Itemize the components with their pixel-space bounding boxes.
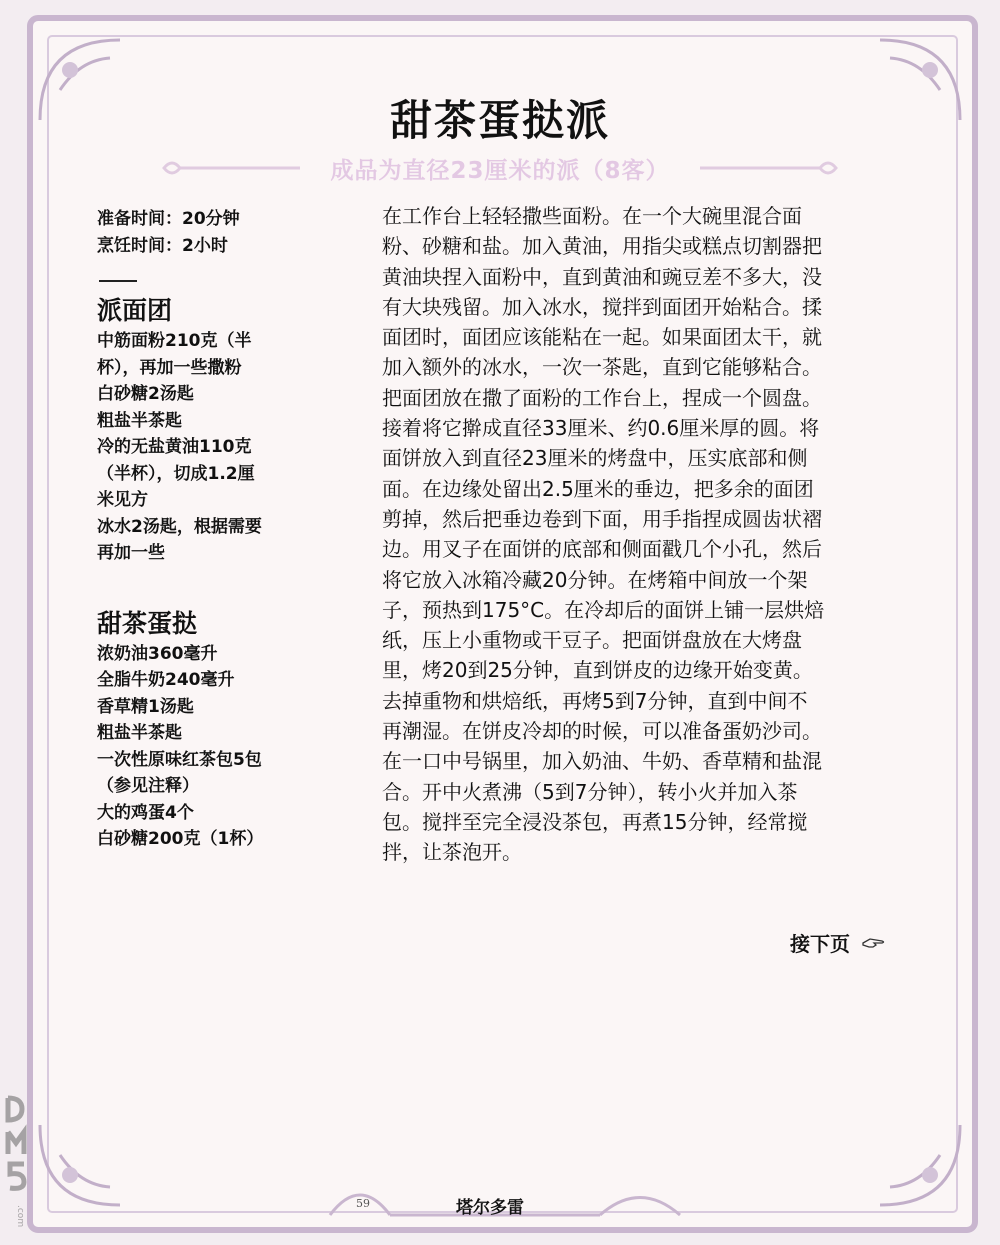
instruction-line: 合。开中火煮沸（5到7分钟），转小火并加入茶 bbox=[382, 779, 798, 804]
ingredient-line: 白砂糖200克（1杯） bbox=[97, 829, 264, 849]
section-heading-custard: 甜茶蛋挞 bbox=[97, 608, 198, 638]
ingredient-line: 大的鸡蛋4个 bbox=[97, 802, 194, 823]
instruction-line: 包。搅拌至完全浸没茶包，再煮15分钟，经常搅 bbox=[382, 809, 808, 834]
instruction-line: 子，预热到175°C。在冷却后的面饼上铺一层烘焙 bbox=[382, 597, 825, 622]
section-heading-dough: 派面团 bbox=[97, 296, 173, 325]
instruction-line: 将它放入冰箱冷藏20分钟。在烤箱中间放一个架 bbox=[382, 567, 808, 592]
instruction-line: 纸，压上小重物或干豆子。把面饼盘放在大烤盘 bbox=[382, 628, 802, 653]
ingredient-line: 白砂糖2汤匙 bbox=[97, 384, 194, 404]
instruction-line: 加入额外的冰水，一次一茶匙，直到它能够粘合。 bbox=[382, 355, 822, 380]
instruction-line: 面。在边缘处留出2.5厘米的垂边，把多余的面团 bbox=[382, 476, 814, 501]
svg-text:.com: .com bbox=[15, 1205, 25, 1228]
ingredient-line: 杯），再加一些撒粉 bbox=[97, 357, 242, 378]
instruction-line: 去掉重物和烘焙纸，再烤5到7分钟，直到中间不 bbox=[382, 688, 808, 713]
ingredient-line: 香草精1汤匙 bbox=[97, 696, 194, 717]
instruction-line: 黄油块捏入面粉中，直到黄油和豌豆差不多大，没 bbox=[382, 264, 822, 289]
continue-next-page bbox=[790, 928, 886, 957]
site-watermark-logo bbox=[2, 1090, 44, 1240]
ingredients-column bbox=[97, 206, 312, 853]
instruction-line: 在工作台上轻轻撒些面粉。在一个大碗里混合面 bbox=[382, 204, 802, 228]
ingredient-line: 中筋面粉210克（半 bbox=[97, 331, 252, 351]
instruction-line: 面饼放入到直径23厘米的烤盘中，压实底部和侧 bbox=[382, 446, 808, 471]
instruction-line: 拌，让茶泡开。 bbox=[382, 840, 522, 865]
ingredient-line: （半杯），切成1.2厘 bbox=[97, 463, 255, 484]
ingredient-line: 粗盐半茶匙 bbox=[97, 723, 182, 743]
ingredient-line: 再加一些 bbox=[97, 543, 165, 563]
instruction-line: 在一口中号锅里，加入奶油、牛奶、香草精和盐混 bbox=[382, 749, 822, 774]
ingredient-list-dough bbox=[97, 328, 312, 567]
ingredient-line: 米见方 bbox=[97, 490, 148, 510]
ingredient-line: 冷的无盐黄油110克 bbox=[97, 437, 252, 457]
continue-label: 接下页 bbox=[790, 932, 850, 956]
instruction-line: 里，烤20到25分钟，直到饼皮的边缘开始变黄。 bbox=[382, 658, 813, 683]
ingredient-line: 粗盐半茶匙 bbox=[97, 410, 182, 431]
recipe-yield: 成品为直径23厘米的派（8客） bbox=[330, 158, 670, 184]
instruction-line: 接着将它擀成直径33厘米、约0.6厘米厚的圆。将 bbox=[382, 416, 820, 441]
instruction-line: 有大块残留。加入冰水，搅拌到面团开始粘合。揉 bbox=[382, 294, 822, 319]
page-number: 59 bbox=[356, 1197, 370, 1210]
prep-time: 准备时间：20分钟 bbox=[97, 209, 240, 229]
recipe-title: 甜茶蛋挞派 bbox=[389, 96, 610, 145]
divider bbox=[99, 280, 137, 282]
ingredient-line: 全脂牛奶240毫升 bbox=[97, 670, 235, 690]
cook-time: 烹饪时间：2小时 bbox=[97, 236, 228, 256]
ingredient-line: 浓奶油360毫升 bbox=[97, 643, 218, 664]
instructions-text bbox=[382, 201, 912, 868]
instruction-line: 再潮湿。在饼皮冷却的时候，可以准备蛋奶沙司。 bbox=[382, 719, 822, 744]
ingredient-line: （参见注释） bbox=[97, 776, 199, 796]
instruction-line: 面团时，面团应该能粘在一起。如果面团太干，就 bbox=[382, 325, 822, 350]
ingredient-list-custard bbox=[97, 641, 312, 853]
instruction-line: 粉、砂糖和盐。加入黄油，用指尖或糕点切割器把 bbox=[382, 234, 822, 259]
instruction-line: 把面团放在撒了面粉的工作台上，捏成一个圆盘。 bbox=[382, 385, 822, 410]
instruction-line: 剪掉，然后把垂边卷到下面，用手指捏成圆齿状褶 bbox=[382, 506, 822, 531]
ingredient-line: 一次性原味红茶包5包 bbox=[97, 749, 262, 770]
book-title: 塔尔多雷 bbox=[456, 1198, 524, 1218]
ingredient-line: 冰水2汤匙，根据需要 bbox=[97, 516, 262, 537]
instruction-line: 边。用叉子在面饼的底部和侧面戳几个小孔，然后 bbox=[382, 537, 822, 562]
pointing-hand-icon bbox=[862, 935, 886, 951]
